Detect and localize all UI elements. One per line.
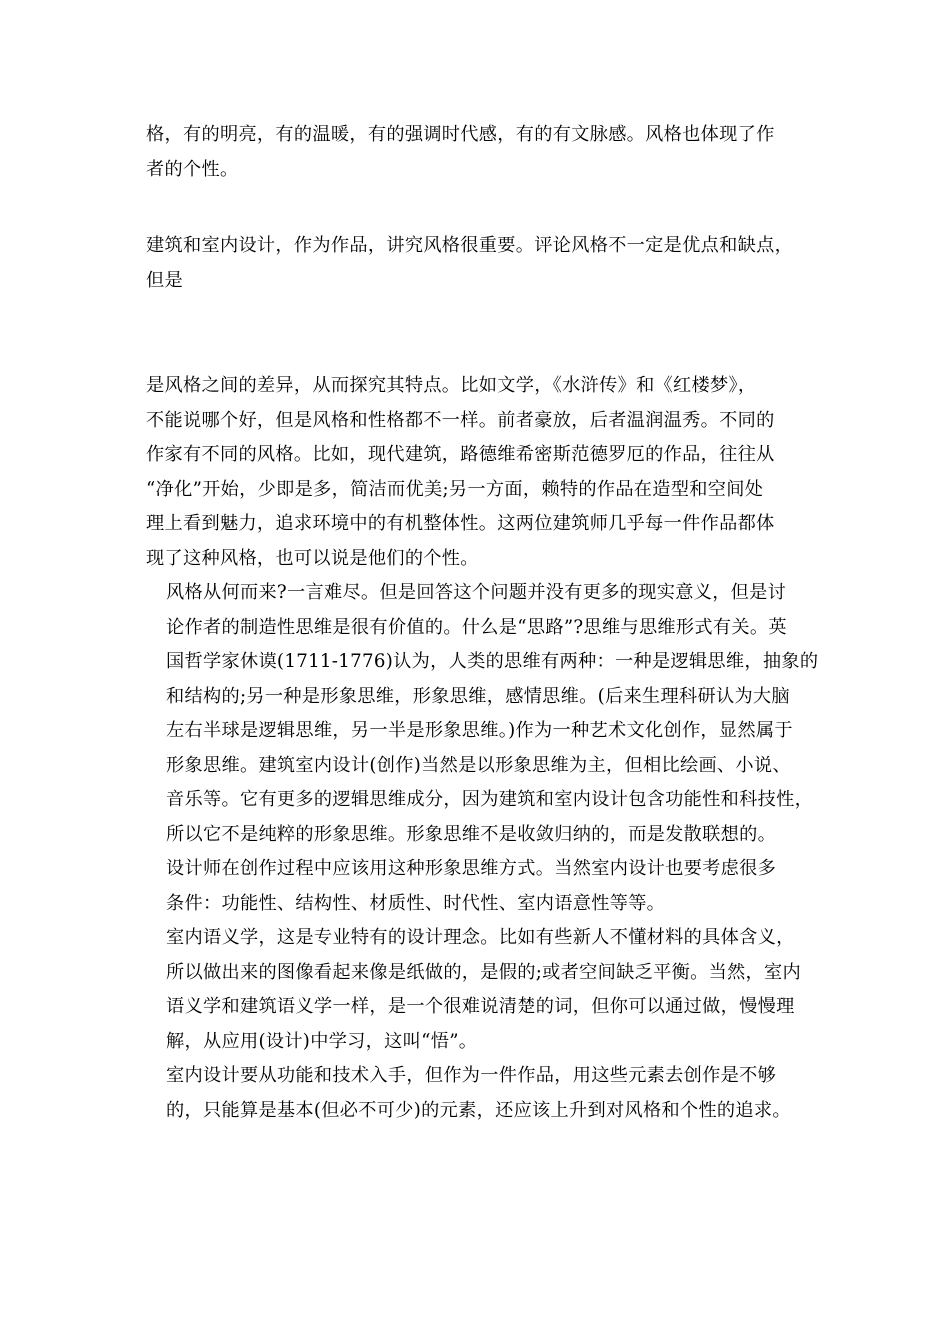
text-line: 风格从何而来?一言难尽。但是回答这个问题并没有更多的现实意义，但是讨 (166, 582, 787, 603)
text-line: 论作者的制造性思维是很有价值的。什么是“思路”?思维与思维形式有关。英 (166, 616, 787, 638)
text-line: 条件：功能性、结构性、材质性、时代性、室内语意性等等。 (166, 892, 666, 914)
paragraph (146, 576, 819, 852)
text-line: 国哲学家休谟(1711-1776)认为，人类的思维有两种：一种是逻辑思维，抽象的 (166, 651, 819, 672)
text-line: 室内设计要从功能和技术入手，但作为一件作品，用这些元素去创作是不够 (166, 1065, 777, 1086)
paragraph (146, 118, 806, 187)
main-text-block (146, 369, 819, 1128)
text-line: 是风格之间的差异，从而探究其特点。比如文学，《水浒传》和《红楼梦》， (146, 375, 757, 396)
text-line: 不能说哪个好，但是风格和性格都不一样。前者豪放，后者温润温秀。不同的 (146, 409, 775, 431)
paragraph (146, 369, 806, 576)
text-line: 建筑和室内设计，作为作品，讲究风格很重要。评论风格不一定是优点和缺点， (146, 235, 794, 256)
text-line: 现了这种风格，也可以说是他们的个性。 (146, 547, 479, 569)
text-line: 形象思维。建筑室内设计(创作)当然是以形象思维为主，但相比绘画、小说、 (166, 754, 791, 776)
text-line: 但是 (146, 269, 183, 291)
text-line: 的，只能算是基本(但必不可少)的元素，还应该上升到对风格和个性的追求。 (166, 1099, 791, 1121)
text-line: 理上看到魅力，追求环境中的有机整体性。这两位建筑师几乎每一件作品都体 (146, 513, 775, 534)
text-line: 设计师在创作过程中应该用这种形象思维方式。当然室内设计也要考虑很多 (166, 858, 777, 879)
middle-text-block (146, 229, 806, 298)
paragraph (146, 229, 806, 298)
text-line: 格，有的明亮，有的温暖，有的强调时代感，有的有文脉感。风格也体现了作 (146, 124, 775, 145)
paragraph (146, 1059, 806, 1128)
text-line: 所以它不是纯粹的形象思维。形象思维不是收敛归纳的，而是发散联想的。 (166, 823, 777, 845)
paragraph (146, 852, 806, 921)
text-line: 左右半球是逻辑思维，另一半是形象思维。)作为一种艺术文化创作，显然属于 (166, 720, 793, 741)
text-line: 解，从应用(设计)中学习，这叫“悟”。 (166, 1030, 478, 1052)
text-line: 和结构的;另一种是形象思维，形象思维，感情思维。(后来生理科研认为大脑 (166, 685, 790, 707)
text-line: 语义学和建筑语义学一样，是一个很难说清楚的词，但你可以通过做，慢慢理 (166, 996, 795, 1017)
text-line: “净化”开始，少即是多，简洁而优美;另一方面，赖特的作品在造型和空间处 (146, 478, 764, 500)
text-line: 者的个性。 (146, 158, 239, 180)
top-text-block (146, 118, 806, 187)
text-line: 所以做出来的图像看起来像是纸做的，是假的;或者空间缺乏平衡。当然，室内 (166, 961, 802, 983)
text-line: 音乐等。它有更多的逻辑思维成分，因为建筑和室内设计包含功能性和科技性， (166, 789, 814, 810)
text-line: 室内语义学，这是专业特有的设计理念。比如有些新人不懂材料的具体含义， (166, 927, 795, 948)
text-line: 作家有不同的风格。比如，现代建筑，路德维希密斯范德罗厄的作品，往往从 (146, 444, 775, 465)
paragraph (146, 921, 806, 1059)
